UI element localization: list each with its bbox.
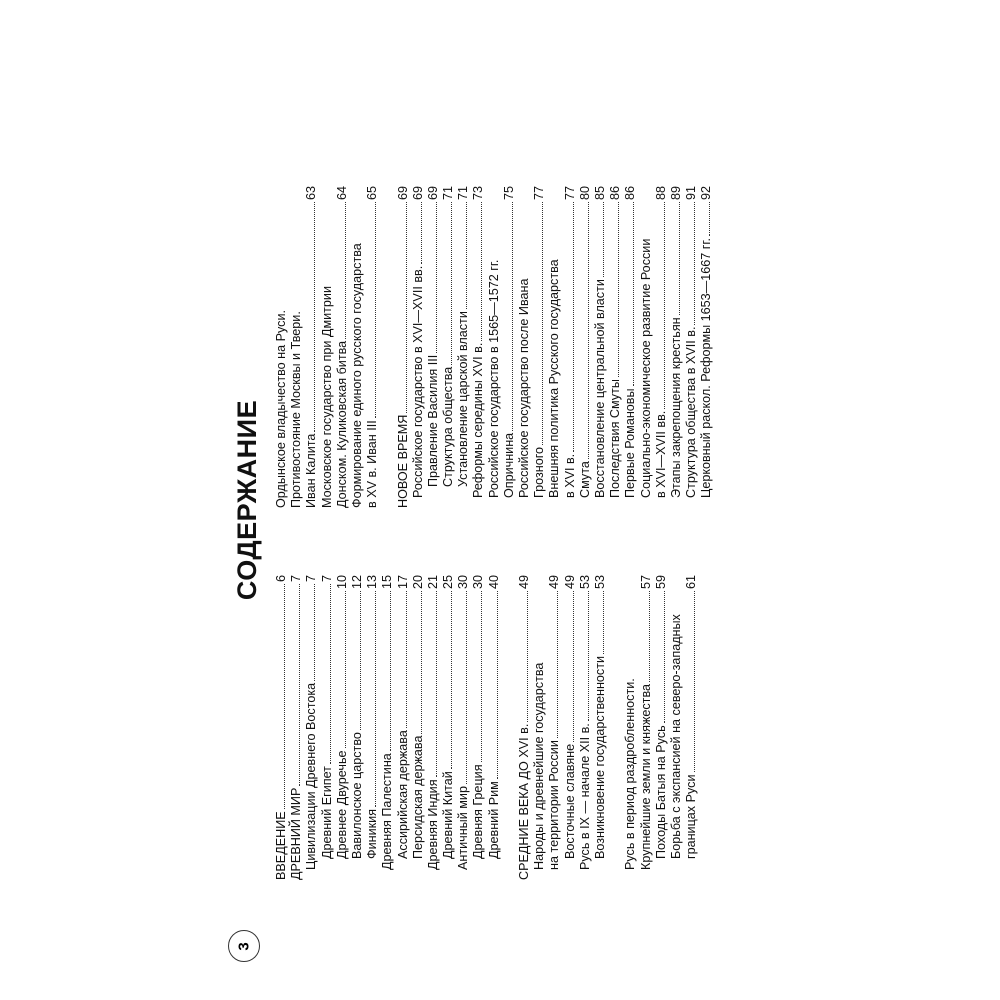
toc-left-column — [274, 575, 699, 880]
toc-entry-title: Социально-экономическое развитие России — [638, 238, 653, 498]
toc-dot-leader — [411, 202, 422, 264]
toc-entry — [289, 186, 304, 508]
toc-entry — [380, 575, 395, 880]
toc-entry-page: 80 — [577, 186, 592, 201]
toc-entry — [623, 186, 638, 508]
toc-entry-page: 15 — [380, 575, 395, 590]
toc-entry-page: 7 — [319, 575, 334, 583]
toc-entry-title: в XV в. Иван III — [365, 420, 380, 508]
toc-entry — [411, 575, 426, 880]
toc-dot-leader — [669, 202, 680, 315]
toc-dot-leader — [532, 202, 543, 445]
toc-entry-title: Противостояние Москвы и Твери. — [289, 311, 304, 508]
toc-entry — [593, 575, 608, 880]
toc-entry — [608, 575, 623, 880]
toc-dot-leader — [593, 591, 604, 654]
toc-entry — [320, 186, 335, 508]
toc-dot-leader — [654, 202, 665, 409]
toc-entry-title: Российское государство в 1565—1572 гг. — [486, 259, 501, 498]
toc-entry — [335, 575, 350, 880]
toc-entry-title: Борьба с экспансией на северо-западных — [668, 614, 683, 859]
toc-entry — [335, 186, 350, 508]
toc-entry-title: Цивилизации Древнего Востока — [304, 682, 319, 870]
toc-entry-title: Древнее Двуречье — [334, 750, 349, 859]
toc-entry-page: 77 — [562, 186, 577, 201]
toc-dot-leader — [547, 591, 558, 738]
toc-entry-title: Ордынское владычество на Руси. — [274, 309, 288, 508]
toc-entry-title: СРЕДНИЕ ВЕКА ДО XVI в. — [517, 723, 531, 880]
toc-entry — [654, 575, 669, 880]
toc-entry-title: Финикия — [365, 809, 380, 859]
toc-entry-title: Опричнина — [501, 432, 516, 498]
toc-entry-page: 69 — [395, 186, 410, 201]
toc-dot-leader — [335, 202, 346, 339]
toc-entry — [426, 575, 441, 880]
toc-entry-page: 64 — [334, 186, 349, 201]
toc-entry — [684, 186, 699, 508]
toc-entry — [304, 575, 319, 880]
toc-entry-page: 88 — [653, 186, 668, 201]
toc-dot-leader — [487, 591, 498, 779]
toc-entry-page: 30 — [456, 575, 471, 590]
toc-entry-page: 17 — [395, 575, 410, 590]
toc-entry — [578, 575, 593, 880]
toc-dot-leader — [623, 202, 634, 386]
toc-entry-page: 49 — [547, 575, 562, 590]
toc-entry-page: 6 — [274, 575, 288, 583]
toc-dot-leader — [684, 202, 695, 325]
toc-entry-page: 21 — [425, 575, 440, 590]
toc-entry-title: Российское государство в XVI—XVII вв. — [410, 265, 425, 498]
page-number: 3 — [235, 941, 253, 951]
toc-entry-title: Древняя Палестина — [380, 753, 395, 870]
toc-entry-title: Церковный раскол. Реформы 1653—1667 гг. — [699, 238, 714, 498]
toc-dot-leader — [304, 584, 315, 681]
toc-entry — [441, 186, 456, 508]
page-number-badge — [228, 930, 260, 962]
toc-right-column — [274, 186, 714, 508]
toc-entry — [411, 186, 426, 508]
toc-entry-title: Ассирийская держава — [395, 730, 410, 859]
toc-entry-page: 91 — [684, 186, 699, 201]
toc-entry-page: 20 — [410, 575, 425, 590]
toc-entry-page: 10 — [334, 575, 349, 590]
toc-entry-title: в XVI в. — [562, 453, 577, 498]
toc-entry — [456, 575, 471, 880]
toc-entry-page: 12 — [349, 575, 364, 590]
toc-entry — [396, 575, 411, 880]
toc-entry-title: Народы и древнейшие государства — [532, 662, 547, 870]
toc-dot-leader — [335, 591, 346, 748]
toc-entry-page: 7 — [304, 575, 319, 583]
toc-entry — [365, 186, 380, 508]
toc-entry — [547, 186, 562, 508]
toc-entry — [654, 186, 669, 508]
toc-dot-leader — [411, 591, 422, 734]
toc-dot-leader — [471, 202, 482, 341]
toc-dot-leader — [396, 591, 407, 728]
toc-dot-leader — [441, 202, 452, 365]
toc-entry — [350, 575, 365, 880]
toc-entry-page: 71 — [441, 186, 456, 201]
toc-entry-title: Смута — [577, 461, 592, 498]
toc-entry — [502, 575, 517, 880]
toc-entry-title: Донском. Куликовская битва — [334, 340, 349, 508]
toc-entry-title: ВВЕДЕНИЕ — [274, 811, 288, 880]
toc-entry-page: 13 — [365, 575, 380, 590]
toc-entry — [365, 575, 380, 880]
toc-entry-title: Древний Египет — [319, 766, 334, 859]
rotated-content — [230, 120, 770, 880]
toc-entry — [669, 186, 684, 508]
toc-entry-page: 73 — [471, 186, 486, 201]
toc-entry-title: Структура общества в XVII в. — [684, 326, 699, 498]
toc-dot-leader — [593, 202, 604, 277]
toc-entry-page: 57 — [638, 575, 653, 590]
toc-entry-title: НОВОЕ ВРЕМЯ — [395, 414, 410, 508]
toc-entry — [487, 186, 502, 508]
toc-entry — [547, 575, 562, 880]
toc-dot-leader — [517, 591, 528, 722]
toc-dot-leader — [426, 202, 437, 353]
toc-dot-leader — [396, 202, 407, 413]
toc-entry-page: 61 — [684, 575, 699, 590]
toc-entry — [563, 186, 578, 508]
toc-entry-page: 49 — [562, 575, 577, 590]
toc-entry-page: 49 — [517, 575, 531, 590]
toc-entry-title: Древний Китай — [441, 771, 456, 859]
toc-dot-leader — [639, 591, 650, 682]
toc-entry-title: Древняя Индия — [425, 779, 440, 870]
toc-entry — [578, 186, 593, 508]
toc-entry-page: 71 — [456, 186, 471, 201]
toc-entry-page: 69 — [425, 186, 440, 201]
toc-entry-title: Античный мир — [456, 786, 471, 870]
toc-dot-leader — [441, 591, 452, 769]
toc-entry — [396, 186, 411, 508]
toc-dot-leader — [502, 202, 513, 431]
toc-entry — [517, 575, 532, 880]
toc-entry — [441, 575, 456, 880]
toc-entry-page: 92 — [699, 186, 714, 201]
toc-entry — [517, 186, 532, 508]
toc-entry — [699, 186, 714, 508]
toc-entry-title: Грозного — [532, 446, 547, 498]
toc-dot-leader — [471, 591, 482, 762]
toc-dot-leader — [456, 591, 467, 784]
toc-entry-title: Вавилонское царство — [349, 732, 364, 859]
toc-dot-leader — [608, 202, 619, 377]
toc-entry — [684, 575, 699, 880]
toc-entry-page: 53 — [592, 575, 607, 590]
toc-entry — [532, 186, 547, 508]
toc-entry-page: 59 — [653, 575, 668, 590]
toc-entry-page: 40 — [486, 575, 501, 590]
toc-entry — [563, 575, 578, 880]
toc-entry-title: Русь в период раздробленности. — [623, 678, 638, 870]
toc-entry-page: 25 — [441, 575, 456, 590]
toc-entry — [487, 575, 502, 880]
toc-entry-title: ДРЕВНИЙ МИР — [289, 787, 304, 880]
toc-dot-leader — [654, 591, 665, 723]
toc-entry-page: 75 — [501, 186, 516, 201]
toc-entry — [593, 186, 608, 508]
toc-entry-page: 89 — [668, 186, 683, 201]
toc-entry-title: Правление Василия III — [425, 354, 440, 487]
toc-dot-leader — [578, 591, 589, 721]
toc-entry-page: 53 — [577, 575, 592, 590]
toc-entry-title: Реформы середины XVI в. — [471, 342, 486, 498]
toc-entry-page: 86 — [623, 186, 638, 201]
toc-entry — [669, 575, 684, 880]
toc-dot-leader — [380, 591, 391, 751]
toc-dot-leader — [350, 591, 361, 730]
toc-entry-title: Русь в IX — начале XII в. — [577, 723, 592, 870]
toc-dot-leader — [456, 202, 467, 309]
toc-entry-page: 69 — [410, 186, 425, 201]
toc-entry-title: Древний Рим — [486, 781, 501, 859]
toc-dot-leader — [684, 591, 695, 772]
toc-entry — [471, 575, 486, 880]
toc-entry-title: Походы Батыя на Русь — [653, 725, 668, 859]
toc-entry-title: Древняя Греция — [471, 764, 486, 859]
toc-dot-leader — [563, 202, 574, 452]
toc-entry — [623, 575, 638, 880]
toc-entry-title: Внешняя политика Русского государства — [547, 259, 562, 498]
toc-entry — [639, 575, 654, 880]
toc-entry — [426, 186, 441, 508]
toc-entry-title: Персидская держава — [410, 735, 425, 859]
toc-entry — [471, 186, 486, 508]
toc-dot-leader — [699, 202, 710, 236]
toc-dot-leader — [578, 202, 589, 459]
toc-dot-leader — [274, 584, 285, 809]
toc-entry-title: Российское государство после Ивана — [517, 278, 531, 498]
toc-dot-leader — [365, 591, 376, 807]
toc-entry-page: 30 — [471, 575, 486, 590]
toc-entry-title: Восстановление центральной власти — [592, 279, 607, 498]
toc-entry-title: Восточные славяне — [562, 743, 577, 859]
toc-entry-title: на территории России — [547, 740, 562, 870]
toc-entry — [304, 186, 319, 508]
toc-dot-leader — [563, 591, 574, 742]
toc-entry — [456, 186, 471, 508]
toc-dot-leader — [426, 591, 437, 777]
toc-entry-title: границах Руси — [684, 774, 699, 859]
toc-entry-page: 86 — [608, 186, 623, 201]
toc-entry-title: Московское государство при Дмитрии — [319, 286, 334, 508]
toc-entry — [608, 186, 623, 508]
toc-entry-title: Этапы закрепощения крестьян — [668, 317, 683, 498]
toc-entry-title: Установление царской власти — [456, 311, 471, 487]
toc-dot-leader — [304, 202, 315, 432]
toc-entry-title: Первые Романовы — [623, 388, 638, 498]
toc-entry-title: Крупнейшие земли и княжества — [638, 684, 653, 870]
toc-entry-page: 85 — [592, 186, 607, 201]
toc-entry-page: 63 — [304, 186, 319, 201]
toc-entry-title: в XVI—XVII вв. — [653, 410, 668, 498]
toc-entry — [289, 575, 304, 880]
toc-entry — [502, 186, 517, 508]
toc-dot-leader — [320, 584, 331, 764]
toc-entry-title: Формирование единого русского государства — [349, 243, 364, 508]
toc-dot-leader — [365, 202, 376, 418]
toc-entry-page: 77 — [532, 186, 547, 201]
toc-entry — [320, 575, 335, 880]
toc-entry-page: 7 — [289, 575, 304, 583]
toc-entry — [380, 186, 395, 508]
page-title: СОДЕРЖАНИЕ — [232, 399, 262, 601]
toc-entry — [532, 575, 547, 880]
toc-entry-title: Последствия Смуты — [608, 379, 623, 498]
toc-entry — [350, 186, 365, 508]
toc-entry-title: Структура общества — [441, 366, 456, 487]
toc-entry-title: Возникновение государственности — [592, 655, 607, 859]
toc-entry-title: Иван Калита — [304, 433, 319, 508]
toc-dot-leader — [289, 584, 300, 786]
toc-entry — [274, 575, 289, 880]
toc-entry — [274, 186, 289, 508]
toc-entry — [639, 186, 654, 508]
toc-entry-page: 65 — [365, 186, 380, 201]
